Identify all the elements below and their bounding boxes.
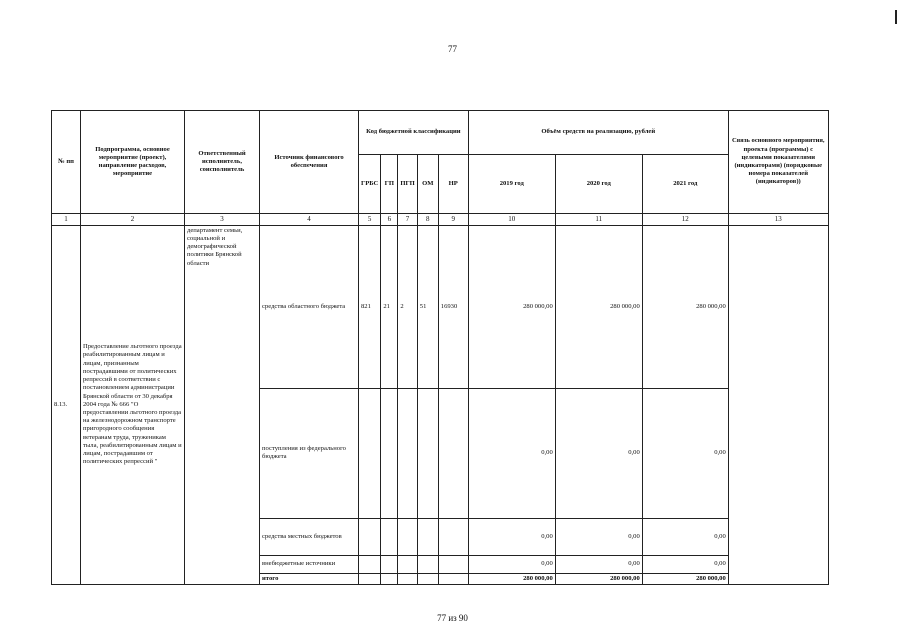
page-footer: 77 из 90 [437, 613, 468, 623]
pgp-cell [398, 518, 417, 555]
col-number: 4 [260, 214, 359, 226]
source-cell: внебюджетные источники [260, 555, 359, 573]
page-number: 77 [448, 44, 457, 54]
gp-cell: 21 [381, 225, 398, 388]
header-2020: 2020 год [555, 155, 642, 214]
value-2019: 0,00 [468, 518, 555, 555]
program-description: Предоставление льготного проезда реабилитированным лицам и лицам, признанным пострадавшими от политических репрессий в соответствии с постановлением администрации Брянской области от 30 декабря 2004 года № 666 "О предоставлении льготного проезда на железнодорожном транспорте пригородного сообщения ветеранам труда, труженикам тыла, реабилитированным лицам и лицам, пострадавшим от политических репрессий " [81, 225, 185, 584]
value-2020: 0,00 [555, 555, 642, 573]
pgp-cell [398, 555, 417, 573]
gp-cell [381, 388, 398, 518]
om-cell [417, 573, 438, 584]
value-2019: 0,00 [468, 555, 555, 573]
om-cell [417, 518, 438, 555]
value-2021: 0,00 [642, 518, 728, 555]
value-2021: 0,00 [642, 555, 728, 573]
source-cell: средства местных бюджетов [260, 518, 359, 555]
header-2021: 2021 год [642, 155, 728, 214]
col-number: 1 [52, 214, 81, 226]
header-np: НР [438, 155, 468, 214]
np-cell [438, 555, 468, 573]
col-number: 6 [381, 214, 398, 226]
value-2020: 280 000,00 [555, 225, 642, 388]
source-cell: поступления из федерального бюджета [260, 388, 359, 518]
header-link: Связь основного мероприятия, проекта (программы) с целевыми показателями (индикаторами) (порядковые номера показателей (индикаторов)) [728, 111, 828, 214]
header-gp: ГП [381, 155, 398, 214]
om-cell: 51 [417, 225, 438, 388]
header-grbs: ГРБС [359, 155, 381, 214]
col-number: 5 [359, 214, 381, 226]
grbs-cell [359, 388, 381, 518]
grbs-cell: 821 [359, 225, 381, 388]
header-pgp: ПГП [398, 155, 417, 214]
col-number: 2 [81, 214, 185, 226]
pgp-cell [398, 573, 417, 584]
np-cell: 16930 [438, 225, 468, 388]
indicator-link-cell [728, 225, 828, 584]
np-cell [438, 518, 468, 555]
col-number: 11 [555, 214, 642, 226]
value-2020: 0,00 [555, 388, 642, 518]
grbs-cell [359, 573, 381, 584]
source-cell: средства областного бюджета [260, 225, 359, 388]
pgp-cell [398, 388, 417, 518]
np-cell [438, 573, 468, 584]
header-no: № пп [52, 111, 81, 214]
np-cell [438, 388, 468, 518]
col-number: 8 [417, 214, 438, 226]
value-2019: 280 000,00 [468, 225, 555, 388]
pgp-cell: 2 [398, 225, 417, 388]
grbs-cell [359, 555, 381, 573]
grbs-cell [359, 518, 381, 555]
value-2021: 280 000,00 [642, 225, 728, 388]
gp-cell [381, 518, 398, 555]
budget-table [51, 110, 829, 585]
value-2020: 280 000,00 [555, 573, 642, 584]
row-number: 8.13. [52, 225, 81, 584]
value-2020: 0,00 [555, 518, 642, 555]
col-number: 12 [642, 214, 728, 226]
header-responsible: Ответственный исполнитель, соисполнитель [185, 111, 260, 214]
header-source: Источник финансового обеспечения [260, 111, 359, 214]
col-number: 10 [468, 214, 555, 226]
om-cell [417, 555, 438, 573]
header-om: ОМ [417, 155, 438, 214]
header-budget-code: Код бюджетной классификации [359, 111, 469, 155]
value-2019: 0,00 [468, 388, 555, 518]
value-2021: 280 000,00 [642, 573, 728, 584]
header-volume: Объём средств на реализацию, рублей [468, 111, 728, 155]
gp-cell [381, 573, 398, 584]
col-number: 3 [185, 214, 260, 226]
source-cell: итого [260, 573, 359, 584]
col-number: 13 [728, 214, 828, 226]
header-program: Подпрограмма, основное мероприятие (проект), направление расходов, мероприятие [81, 111, 185, 214]
responsible-executor: департамент семьи, социальной и демографической политики Брянской области [185, 225, 260, 584]
value-2019: 280 000,00 [468, 573, 555, 584]
edge-mark [895, 10, 897, 24]
col-number: 7 [398, 214, 417, 226]
gp-cell [381, 555, 398, 573]
col-number: 9 [438, 214, 468, 226]
header-2019: 2019 год [468, 155, 555, 214]
value-2021: 0,00 [642, 388, 728, 518]
om-cell [417, 388, 438, 518]
